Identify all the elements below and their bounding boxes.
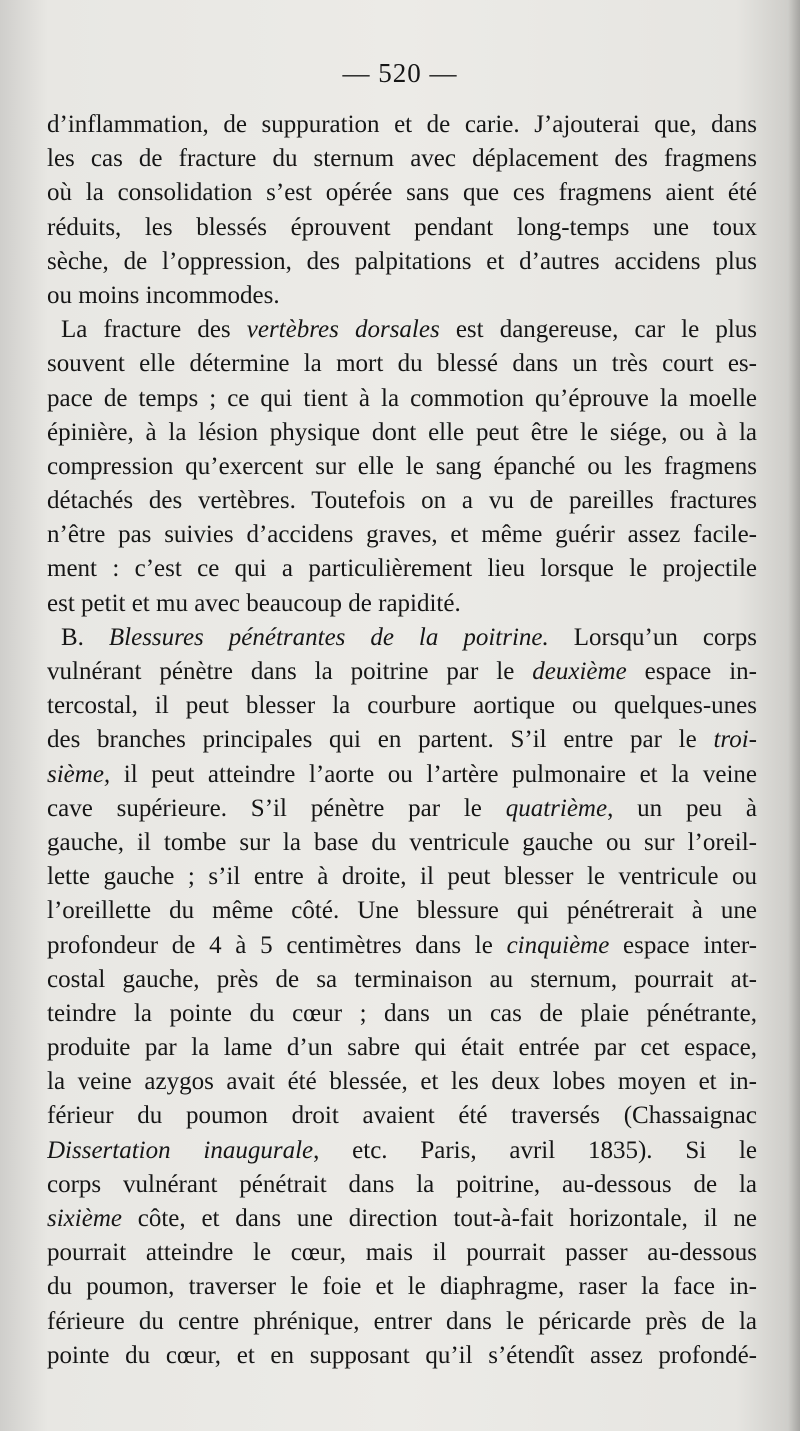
text-segment: la veine azygos avait été blessée, et les deux lobes moyen et in-: [47, 1068, 757, 1096]
text-segment: espace in-: [626, 658, 757, 685]
text-segment: où la consolidation s’est opérée sans que ces fragmens aient été: [47, 179, 757, 207]
text-segment: épinière, à la lésion physique dont elle peut être le siége, ou à la: [47, 418, 757, 446]
text-line: [47, 860, 757, 894]
text-segment: compression qu’exercent sur elle le sang épanché ou les fragmens: [47, 452, 757, 480]
text-segment: férieure du centre phrénique, entrer dans le péricarde près de la: [47, 1307, 757, 1335]
text-line: [47, 484, 757, 518]
text-segment: tercostal, il peut blesser la courbure aortique ou quelques-unes: [47, 692, 757, 720]
text-line: [47, 997, 757, 1031]
text-segment: Lorsqu’un corps: [548, 623, 757, 651]
italic-text: Dissertation inaugurale: [47, 1136, 314, 1164]
text-line: [47, 176, 757, 210]
text-segment: pourrait atteindre le cœur, mais il pourrait passer au-dessous: [47, 1239, 757, 1267]
italic-text: cinquième: [506, 931, 610, 959]
text-segment: ment : c’est ce qui a particulièrement lieu lorsque le projectile: [47, 555, 757, 583]
text-segment: les cas de fracture du sternum avec déplacement des fragmens: [47, 145, 757, 173]
text-line: [47, 587, 757, 621]
text-line: [47, 450, 757, 484]
text-segment: , etc. Paris, avril 1835). Si le: [313, 1136, 757, 1164]
text-segment: du poumon, traverser le foie et le diaphragme, raser la face in-: [47, 1273, 757, 1301]
text-segment: pace de temps ; ce qui tient à la commotion qu’éprouve la moelle: [47, 384, 757, 412]
text-segment: teindre la pointe du cœur ; dans un cas de plaie pénétrante,: [47, 999, 757, 1027]
italic-text: vertèbres dorsales: [246, 316, 440, 344]
italic-text: deuxième: [532, 658, 627, 685]
text-segment: lette gauche ; s’il entre à droite, il peut blesser le ventricule ou: [47, 863, 757, 891]
text-segment: côte, et dans une direction tout-à-fait horizontale, il ne: [121, 1205, 757, 1232]
text-segment: profondeur de 4 à 5 centimètres dans le: [47, 931, 507, 959]
text-line: [47, 758, 757, 792]
text-line: [47, 347, 757, 381]
text-segment: gauche, il tombe sur la base du ventricule gauche ou sur l’oreil-: [47, 828, 757, 856]
text-line: [47, 1168, 757, 1202]
text-segment: costal gauche, près de sa terminaison au sternum, pourrait at-: [47, 965, 757, 993]
text-line: [47, 1236, 757, 1270]
body-text: [47, 108, 757, 1373]
text-line: [47, 1099, 757, 1133]
text-line: [47, 1134, 757, 1168]
text-segment: corps vulnérant pénétrait dans la poitrine, au-dessous de la: [47, 1170, 757, 1198]
text-line: [47, 1339, 757, 1373]
text-line: [47, 313, 757, 347]
text-segment: La fracture des: [61, 316, 247, 344]
text-line: [47, 518, 757, 552]
text-line: [47, 621, 757, 655]
text-segment: produite par la lame d’un sabre qui était entrée par cet espace,: [47, 1034, 757, 1062]
text-segment: d’inflammation, de suppuration et de carie. J’ajouterai que, dans: [47, 111, 757, 138]
text-line: [47, 929, 757, 963]
text-line: [47, 1065, 757, 1099]
text-line: [47, 1031, 757, 1065]
text-line: [47, 552, 757, 586]
text-segment: des branches principales qui en partent. S’il entre par le: [47, 726, 714, 754]
text-line: [47, 963, 757, 997]
text-segment: l’oreillette du même côté. Une blessure qui pénétrerait à une: [47, 897, 757, 925]
text-line: [47, 382, 757, 416]
text-segment: est dangereuse, car le plus: [439, 316, 757, 344]
text-segment: ou moins incommodes.: [47, 281, 280, 309]
italic-text: sixième: [47, 1205, 122, 1232]
text-segment: réduits, les blessés éprouvent pendant long-temps une toux: [47, 213, 757, 241]
text-segment: n’être pas suivies d’accidens graves, et même guérir assez facile-: [47, 521, 757, 549]
text-line: [47, 792, 757, 826]
italic-text: Blessures pénétrantes de la poitrine.: [108, 623, 549, 651]
text-line: [47, 1202, 757, 1236]
text-line: [47, 655, 757, 689]
text-segment: B.: [61, 623, 109, 651]
text-segment: vulnérant pénètre dans la poitrine par le: [47, 658, 533, 685]
text-line: [47, 1305, 757, 1339]
text-segment: sèche, de l’oppression, des palpitations et d’autres accidens plus: [47, 247, 757, 275]
text-line: [47, 108, 757, 142]
text-segment: souvent elle détermine la mort du blessé dans un très court es-: [47, 350, 757, 378]
text-segment: , un peu à: [607, 794, 757, 822]
text-line: [47, 723, 757, 757]
text-line: [47, 894, 757, 928]
text-line: [47, 1270, 757, 1304]
text-line: [47, 245, 757, 279]
italic-text: sième,: [47, 760, 111, 788]
page-number: — 520 —: [342, 58, 458, 88]
text-line: [47, 826, 757, 860]
text-segment: est petit et mu avec beaucoup de rapidité.: [47, 589, 461, 617]
text-segment: cave supérieure. S’il pénètre par le: [47, 794, 506, 822]
text-segment: détachés des vertèbres. Toutefois on a vu de pareilles fractures: [47, 487, 757, 515]
text-segment: férieur du poumon droit avaient été traversés (Chassaignac: [47, 1102, 757, 1130]
text-segment: il peut atteindre l’aorte ou l’artère pulmonaire et la veine: [110, 760, 757, 788]
text-segment: pointe du cœur, et en supposant qu’il s’étendît assez profondé-: [47, 1341, 757, 1369]
text-line: [47, 416, 757, 450]
page-edge-shadow: [788, 0, 800, 1431]
text-line: [47, 142, 757, 176]
text-segment: espace inter-: [609, 931, 757, 959]
italic-text: quatrième: [505, 794, 608, 822]
text-line: [47, 211, 757, 245]
italic-text: troi-: [713, 726, 757, 754]
text-line: [47, 279, 757, 313]
text-line: [47, 689, 757, 723]
